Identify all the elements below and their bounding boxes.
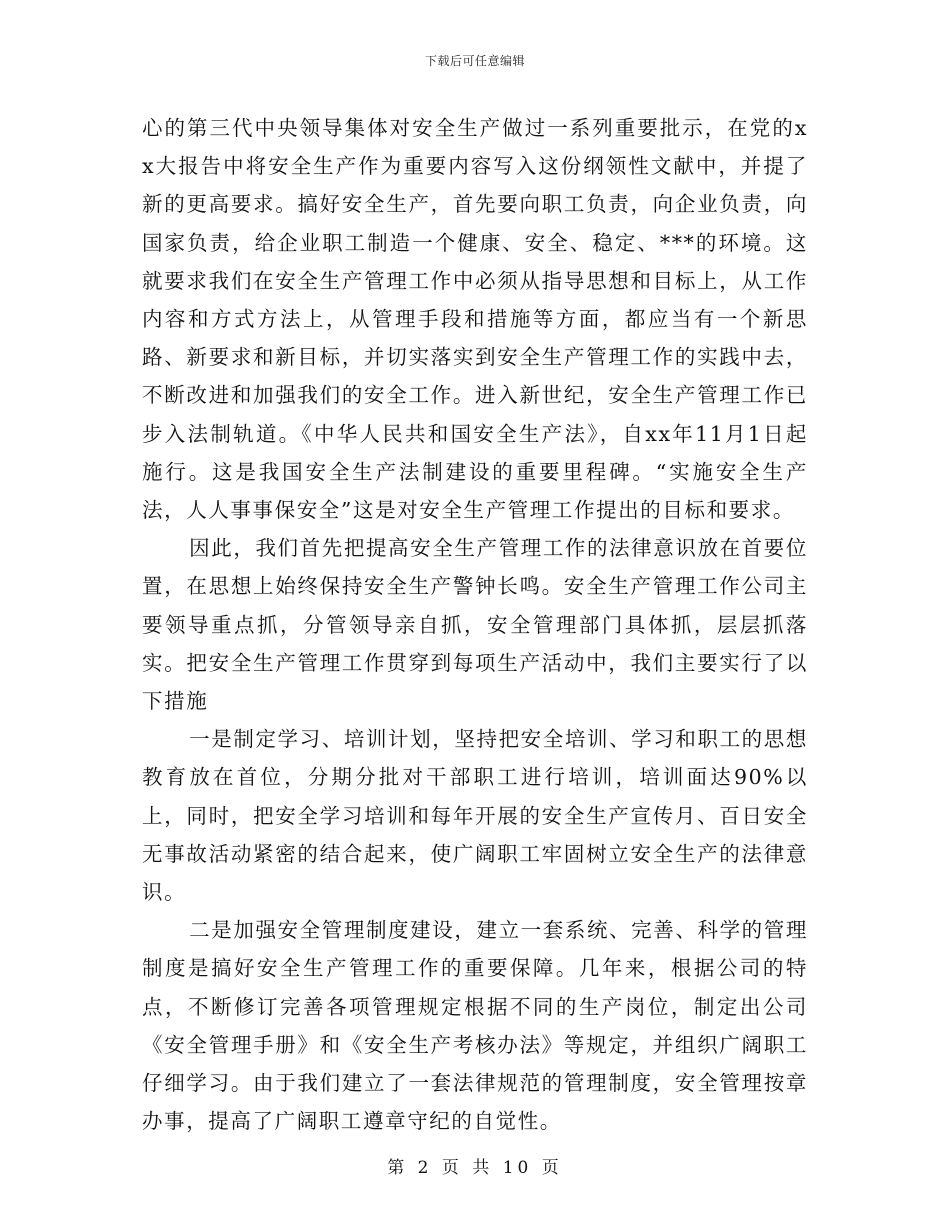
- page-header: 下载后可任意编辑: [424, 54, 525, 68]
- paragraph-measure-regulations: 二是加强安全管理制度建设，建立一套系统、完善、科学的管理制度是搞好安全生产管理工作的重要保障。几年来，根据公司的特点，不断修订完善各项管理规定根据不同的生产岗位，制定出公司《安全管理手册》和《安全生产考核办法》等规定，并组织广阔职工仔细学习。由于我们建立了一套法律规范的管理制度，安全管理按章办事，提高了广阔职工遵章守纪的自觉性。: [142, 918, 808, 1134]
- paragraph-measure-training: 一是制定学习、培训计划，坚持把安全培训、学习和职工的思想教育放在首位，分期分批对干部职工进行培训，培训面达90%以上，同时，把安全学习培训和每年开展的安全生产宣传月、百日安全无事故活动紧密的结合起来，使广阔职工牢固树立安全生产的法律意识。: [142, 727, 808, 905]
- document-body: [142, 109, 808, 1140]
- paragraph-measures-intro: 因此，我们首先把提高安全生产管理工作的法律意识放在首要位置，在思想上始终保持安全生产警钟长鸣。安全生产管理工作公司主要领导重点抓，分管领导亲自抓，安全管理部门具体抓，层层抓落实。把安全生产管理工作贯穿到每项生产活动中，我们主要实行了以下措施: [142, 536, 808, 714]
- page-number: 第 2 页 共 10 页: [387, 1158, 563, 1178]
- paragraph-continued: 心的第三代中央领导集体对安全生产做过一系列重要批示，在党的xx大报告中将安全生产作为重要内容写入这份纲领性文献中，并提了新的更高要求。搞好安全生产，首先要向职工负责，向企业负责，向国家负责，给企业职工制造一个健康、安全、稳定、***的环境。这就要求我们在安全生产管理工作中必须从指导思想和目标上，从工作内容和方式方法上，从管理手段和措施等方面，都应当有一个新思路、新要求和新目标，并切实落实到安全生产管理工作的实践中去，不断改进和加强我们的安全工作。进入新世纪，安全生产管理工作已步入法制轨道。《中华人民共和国安全生产法》，自xx年11月1日起施行。这是我国安全生产法制建设的重要里程碑。“实施安全生产法，人人事事保安全”这是对安全生产管理工作提出的目标和要求。: [142, 116, 808, 523]
